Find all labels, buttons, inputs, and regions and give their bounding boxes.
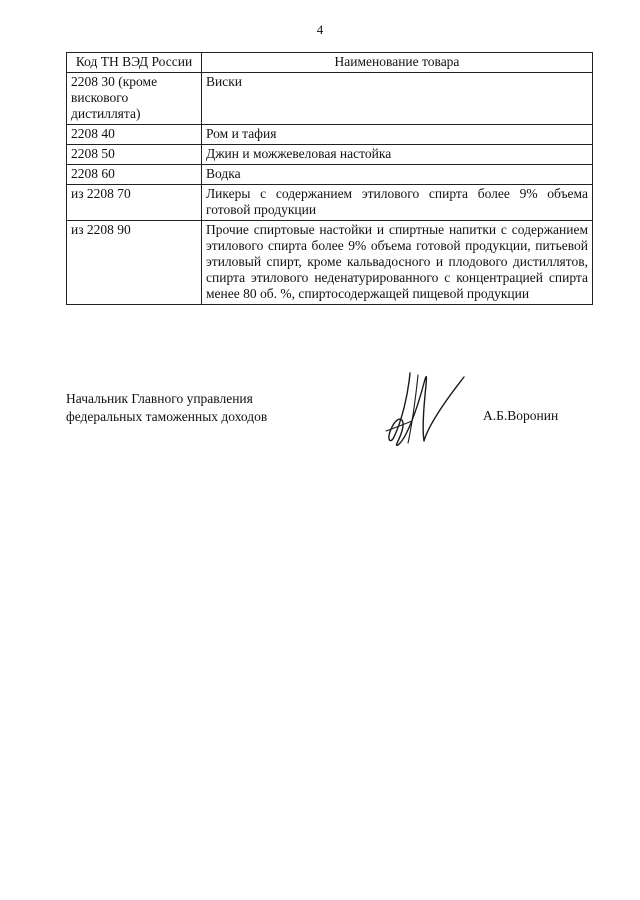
header-name: Наименование товара — [202, 53, 593, 73]
row-name: Джин и можжевеловая настойка — [202, 145, 593, 165]
row-name: Ликеры с содержанием этилового спирта более 9% объема готовой продукции — [202, 185, 593, 221]
signatory-name: А.Б.Воронин — [483, 408, 559, 423]
table-row — [67, 73, 593, 125]
table-row — [67, 145, 593, 165]
row-name: Водка — [202, 165, 593, 185]
signatory-title-line2: федеральных таможенных доходов — [66, 409, 268, 424]
page-number: 4 — [316, 22, 324, 37]
row-name: Ром и тафия — [202, 125, 593, 145]
row-name: Виски — [202, 73, 593, 125]
row-code: из 2208 70 — [67, 185, 202, 221]
row-code: 2208 50 — [67, 145, 202, 165]
row-code: 2208 30 (кроме вискового дистиллята) — [67, 73, 202, 125]
table-row — [67, 185, 593, 221]
signatory-title-line1: Начальник Главного управления — [66, 391, 253, 406]
table-row — [67, 221, 593, 305]
header-code: Код ТН ВЭД России — [67, 53, 202, 73]
table-header-row — [67, 53, 593, 73]
table-row — [67, 165, 593, 185]
handwritten-signature — [372, 365, 482, 460]
row-code: 2208 40 — [67, 125, 202, 145]
row-code: из 2208 90 — [67, 221, 202, 305]
table-row — [67, 125, 593, 145]
goods-table — [66, 52, 593, 305]
signatory-title — [66, 390, 267, 426]
row-code: 2208 60 — [67, 165, 202, 185]
row-name: Прочие спиртовые настойки и спиртные напитки с содержанием этилового спирта более 9% объема готовой продукции, питьевой этиловый спирт, кроме кальвадосного и плодового дистиллятов, спирта этилового неденатурированного с концентрацией спирта менее 80 об. %, спиртосодержащей пищевой продукции — [202, 221, 593, 305]
